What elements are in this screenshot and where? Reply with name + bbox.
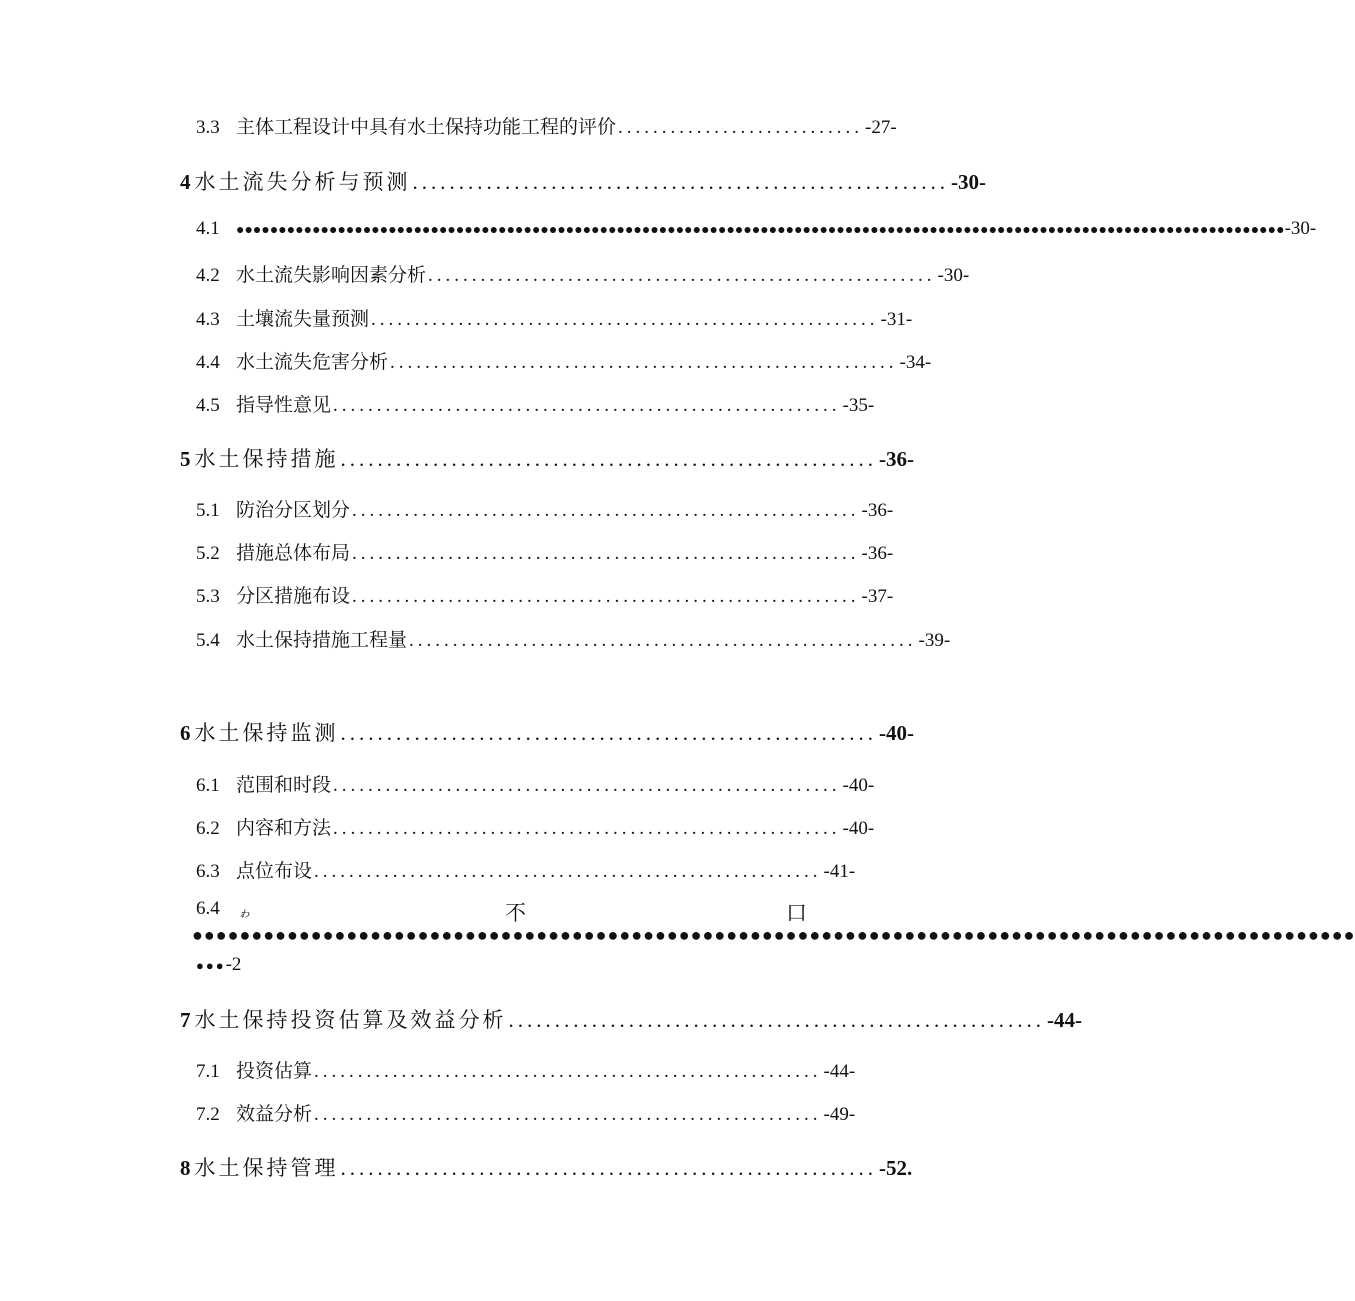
- entry-number: 3.3: [196, 117, 220, 138]
- chapter-page: -44-: [1047, 1008, 1082, 1032]
- dot-leader-tail: [196, 954, 241, 976]
- toc-entry-3-3[interactable]: [196, 112, 897, 139]
- entry-page: -40-: [842, 818, 875, 839]
- entry-number: 6.1: [196, 775, 220, 796]
- entry-title: 水土流失危害分析: [236, 352, 389, 373]
- entry-number: 6.3: [196, 861, 220, 882]
- chapter-number: 7: [180, 1008, 191, 1032]
- dot-leader: ..........................................................: [508, 1008, 1045, 1032]
- entry-number: 6.4: [196, 898, 220, 919]
- chapter-page: -36-: [879, 447, 914, 471]
- chapter-title: 水土保持措施: [194, 447, 339, 471]
- dot-leader: ..........................................................: [333, 818, 841, 839]
- entry-number: 4.3: [196, 309, 220, 330]
- entry-title: 投资估算: [236, 1061, 313, 1082]
- entry-title: 水土流失影响因素分析: [236, 265, 427, 286]
- toc-entry-6-3[interactable]: [196, 856, 856, 883]
- toc-chapter-7[interactable]: [180, 1004, 1082, 1034]
- chapter-title: 水土保持监测: [194, 721, 339, 745]
- chapter-number: 5: [180, 447, 191, 471]
- entry-number: 4.5: [196, 395, 220, 416]
- entry-page: -37-: [861, 586, 894, 607]
- entry-page: -36-: [861, 500, 894, 521]
- toc-entry-4-1[interactable]: [196, 218, 1317, 240]
- entry-fragment: 口: [786, 901, 807, 925]
- entry-title: 分区措施布设: [236, 586, 351, 607]
- dot-leader: ..........................................................: [333, 395, 841, 416]
- entry-page: -30-: [937, 265, 970, 286]
- entry-number: 7.1: [196, 1061, 220, 1082]
- dot-leader: ..........................................................: [333, 775, 841, 796]
- toc-chapter-5[interactable]: [180, 443, 914, 473]
- dot-leader: ●●●●●●●●●●●●●●●●●●●●●●●●●●●●●●●●●●●●●●●●●●●●●●●●●●●●●●●●●●●●●●●●●●●●●●●●●●●●●●●●●●●●●●●●●●●●●●●●●●●●●●●●●●●●●●●●●●●●●●●●●●●●: [236, 223, 1285, 238]
- entry-title: 防治分区划分: [236, 500, 351, 521]
- entry-page: -34-: [899, 352, 932, 373]
- dot-leader: ..........................................................: [314, 1061, 822, 1082]
- chapter-title: 水土保持管理: [194, 1156, 339, 1180]
- entry-page: -2: [225, 954, 242, 975]
- entry-number: 4.1: [196, 218, 220, 239]
- entry-page: -49-: [823, 1104, 856, 1125]
- dot-leader: ..........................................................: [352, 586, 860, 607]
- dot-leader: ..........................................................: [340, 1156, 877, 1180]
- toc-entry-4-2[interactable]: [196, 260, 970, 287]
- toc-entry-5-4[interactable]: [196, 625, 951, 652]
- entry-title: 点位布设: [236, 861, 313, 882]
- entry-page: -41-: [823, 861, 856, 882]
- dot-leader: ..........................................................: [412, 170, 949, 194]
- entry-page: -44-: [823, 1061, 856, 1082]
- entry-title: 效益分析: [236, 1104, 313, 1125]
- toc-entry-6-2[interactable]: [196, 813, 875, 840]
- entry-title: 内容和方法: [236, 818, 332, 839]
- entry-page: -40-: [842, 775, 875, 796]
- toc-entry-4-3[interactable]: [196, 304, 913, 331]
- toc-entry-5-1[interactable]: [196, 495, 894, 522]
- entry-title: 水土保持措施工程量: [236, 630, 408, 651]
- dot-leader: ●●●●●●●●●●●●●●●●●●●●●●●●●●●●●●●●●●●●●●●●●●●●●●●●●●●●●●●●●●●●●●●●●●●●●●●●●●●●●●●●●●●●●●●●●●●●●●●●●●: [192, 925, 1355, 945]
- toc-entry-6-1[interactable]: [196, 770, 875, 797]
- entry-fragment: 不: [505, 901, 526, 925]
- entry-title: 土壤流失量预测: [236, 309, 370, 330]
- entry-number: 4.2: [196, 265, 220, 286]
- chapter-number: 4: [180, 170, 191, 194]
- entry-number: 5.3: [196, 586, 220, 607]
- toc-entry-4-5[interactable]: [196, 390, 875, 417]
- chapter-number: 8: [180, 1156, 191, 1180]
- chapter-page: -40-: [879, 721, 914, 745]
- dot-leader: ..........................................................: [314, 1104, 822, 1125]
- toc-entry-4-4[interactable]: [196, 347, 932, 374]
- entry-number: 5.1: [196, 500, 220, 521]
- entry-page: -31-: [880, 309, 913, 330]
- toc-entry-7-2[interactable]: [196, 1099, 856, 1126]
- toc-chapter-4[interactable]: [180, 166, 986, 196]
- toc-entry-5-3[interactable]: [196, 581, 894, 608]
- chapter-number: 6: [180, 721, 191, 745]
- toc-chapter-8[interactable]: [180, 1152, 913, 1182]
- entry-number: 5.2: [196, 543, 220, 564]
- entry-title: 指导性意见: [236, 395, 332, 416]
- entry-number: 4.4: [196, 352, 220, 373]
- entry-page: -30-: [1284, 218, 1317, 239]
- dot-leader: ..........................................................: [352, 543, 860, 564]
- chapter-page: -52.: [879, 1156, 913, 1180]
- entry-title: 主体工程设计中具有水土保持功能工程的评价: [236, 117, 617, 138]
- dot-leader: ..........................................................: [314, 861, 822, 882]
- entry-number: 6.2: [196, 818, 220, 839]
- dot-leader: ..........................................................: [409, 630, 917, 651]
- dot-leader: ..........................................................: [390, 352, 898, 373]
- dot-leader: ●●●: [196, 958, 226, 973]
- entry-page: -36-: [861, 543, 894, 564]
- chapter-page: -30-: [951, 170, 986, 194]
- entry-number: 7.2: [196, 1104, 220, 1125]
- dot-leader: ..........................................................: [340, 447, 877, 471]
- entry-fragment: ゎ: [238, 905, 252, 920]
- entry-title: 措施总体布局: [236, 543, 351, 564]
- toc-entry-5-2[interactable]: [196, 538, 894, 565]
- entry-page: -27-: [865, 117, 897, 138]
- entry-page: -35-: [842, 395, 875, 416]
- dot-leader: ............................: [618, 117, 864, 138]
- dot-leader: ..........................................................: [371, 309, 879, 330]
- dot-leader: ..........................................................: [340, 721, 877, 745]
- dot-leader: ..........................................................: [428, 265, 936, 286]
- entry-page: -39-: [918, 630, 951, 651]
- toc-entry-7-1[interactable]: [196, 1056, 856, 1083]
- dot-leader: ..........................................................: [352, 500, 860, 521]
- toc-chapter-6[interactable]: [180, 717, 914, 747]
- chapter-title: 水土保持投资估算及效益分析: [194, 1008, 507, 1032]
- entry-title: 范围和时段: [236, 775, 332, 796]
- entry-number: 5.4: [196, 630, 220, 651]
- chapter-title: 水土流失分析与预测: [194, 170, 411, 194]
